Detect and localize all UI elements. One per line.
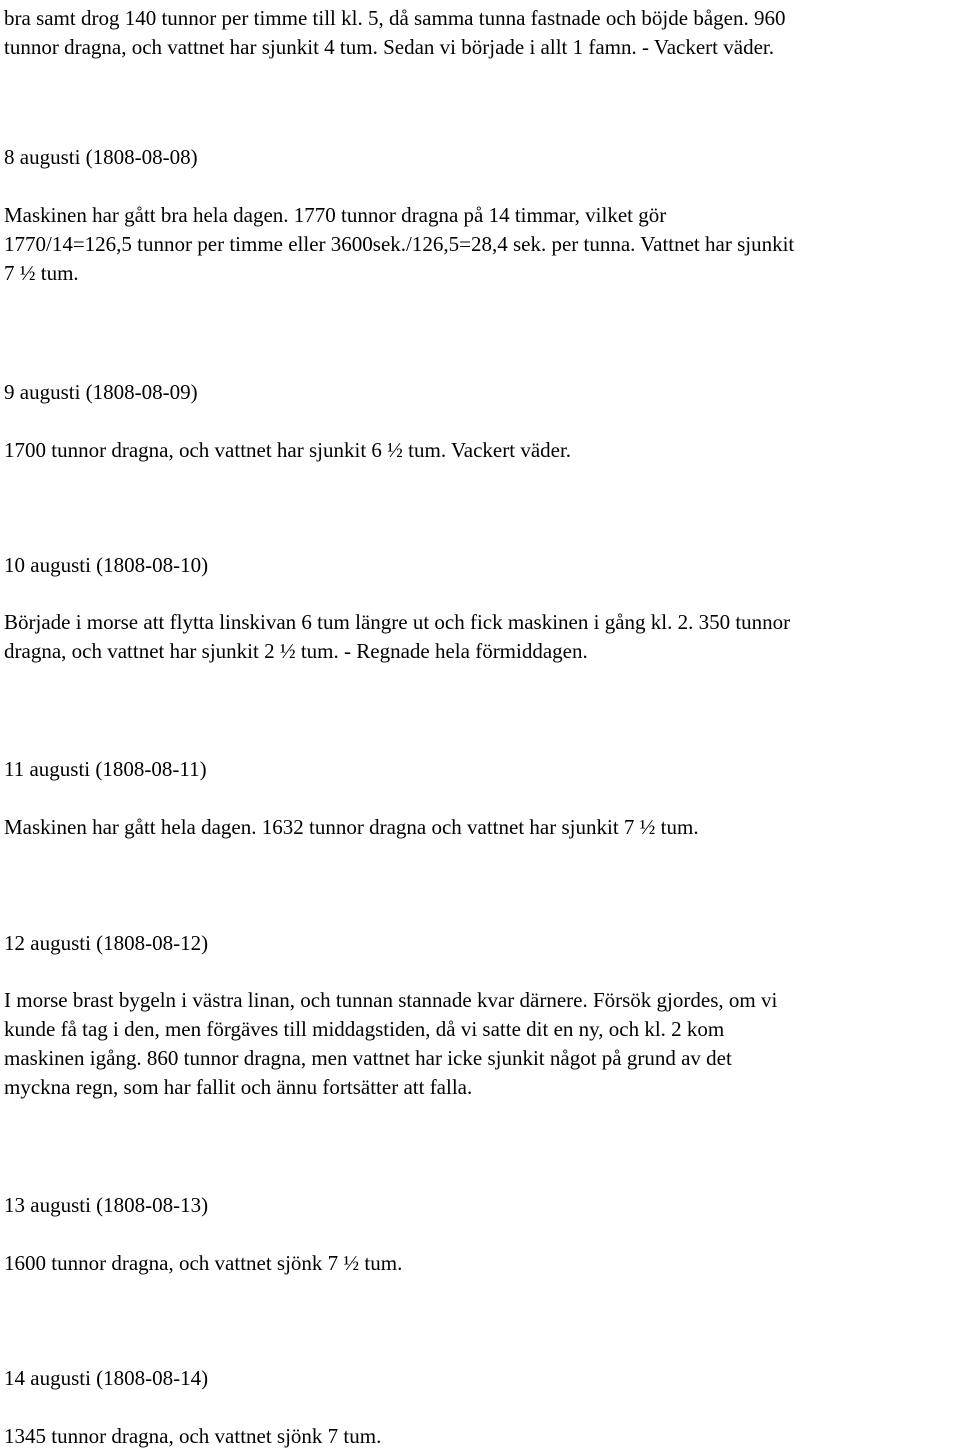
- entry-date-heading: 11 augusti (1808-08-11): [4, 757, 207, 781]
- entry-paragraph: [4, 1422, 956, 1451]
- entry-line: Började i morse att flytta linskivan 6 tum längre ut och fick maskinen i gång kl. 2. 350 tunnor: [4, 610, 791, 634]
- entry-date-heading: 13 augusti (1808-08-13): [4, 1193, 209, 1217]
- entry-line: Maskinen har gått hela dagen. 1632 tunnor dragna och vattnet har sjunkit 7 ½ tum.: [4, 815, 699, 839]
- entry-line: Maskinen har gått bra hela dagen. 1770 tunnor dragna på 14 timmar, vilket gör: [4, 203, 667, 227]
- entry-date-heading: 8 augusti (1808-08-08): [4, 145, 198, 169]
- entry-line: 7 ½ tum.: [4, 261, 79, 285]
- entry-line: dragna, och vattnet har sjunkit 2 ½ tum. - Regnade hela förmiddagen.: [4, 639, 588, 663]
- entry-paragraph: [4, 1249, 956, 1278]
- entry-paragraph: [4, 986, 956, 1102]
- entry-line: 1770/14=126,5 tunnor per timme eller 3600sek./126,5=28,4 sek. per tunna. Vattnet har sjunkit: [4, 232, 795, 256]
- entry-line: I morse brast bygeln i västra linan, och tunnan stannade kvar därnere. Försök gjordes, om vi: [4, 988, 778, 1012]
- entry-date-heading: 9 augusti (1808-08-09): [4, 380, 198, 404]
- entry-line: 1345 tunnor dragna, och vattnet sjönk 7 tum.: [4, 1424, 382, 1448]
- entry-line: kunde få tag i den, men förgäves till middagstiden, då vi satte dit en ny, och kl. 2 kom: [4, 1017, 725, 1041]
- entry-paragraph: [4, 436, 956, 465]
- entry-line: 1600 tunnor dragna, och vattnet sjönk 7 ½ tum.: [4, 1251, 403, 1275]
- entry-date-heading: 14 augusti (1808-08-14): [4, 1366, 209, 1390]
- intro-line: tunnor dragna, och vattnet har sjunkit 4 tum. Sedan vi började i allt 1 famn. - Vackert väder.: [4, 35, 774, 59]
- entry-date-heading: 12 augusti (1808-08-12): [4, 931, 209, 955]
- entry-line: 1700 tunnor dragna, och vattnet har sjunkit 6 ½ tum. Vackert väder.: [4, 438, 572, 462]
- entry-line: maskinen igång. 860 tunnor dragna, men vattnet har icke sjunkit något på grund av det: [4, 1046, 732, 1070]
- intro-line: bra samt drog 140 tunnor per timme till kl. 5, då samma tunna fastnade och böjde bågen. 960: [4, 6, 786, 30]
- intro-paragraph: [4, 4, 956, 62]
- entry-line: myckna regn, som har fallit och ännu fortsätter att falla.: [4, 1075, 473, 1099]
- entry-paragraph: [4, 608, 956, 666]
- entry-date-heading: 10 augusti (1808-08-10): [4, 553, 209, 577]
- entry-paragraph: [4, 813, 956, 842]
- entry-paragraph: [4, 201, 956, 288]
